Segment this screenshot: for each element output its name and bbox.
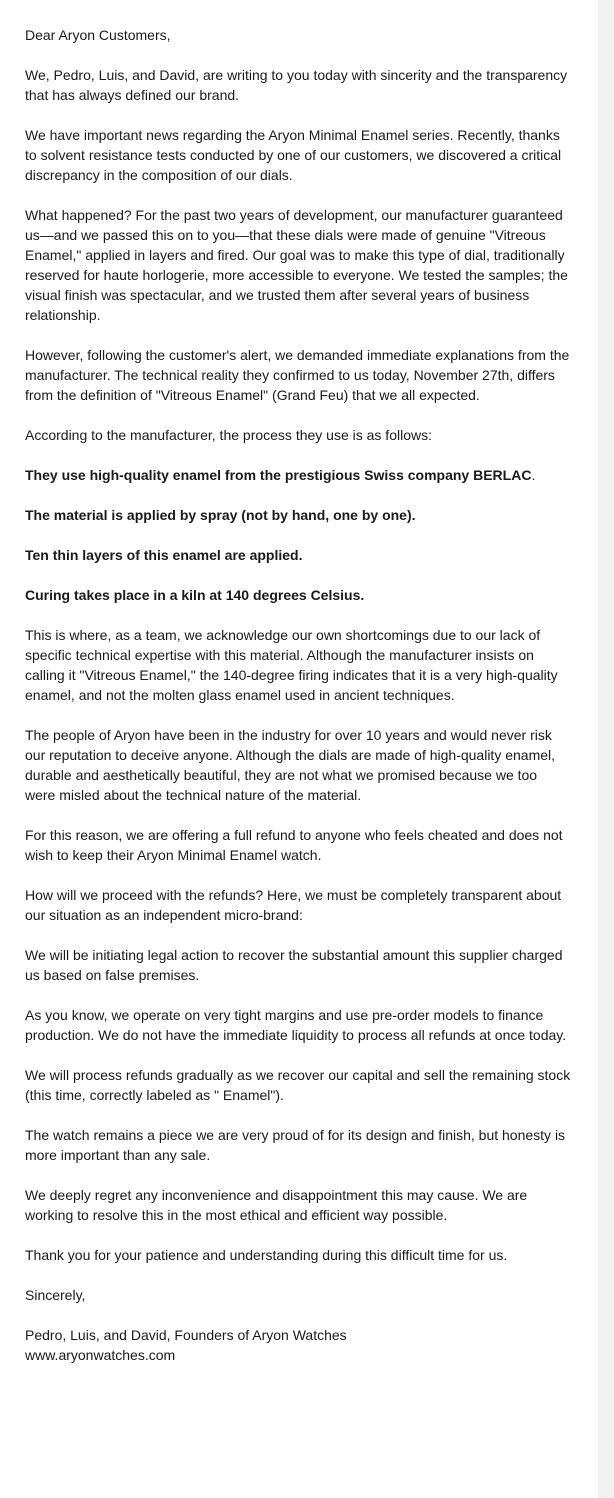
paragraph-tight-margins: As you know, we operate on very tight margins and use pre-order models to finance production. We do not have the immediate liquidity to process all refunds at once today. [25, 1007, 567, 1043]
claim-spray: The material is applied by spray (not by hand, one by one). [25, 507, 416, 523]
signature-website-url: www.aryonwatches.com [25, 1347, 176, 1363]
claim-curing: Curing takes place in a kiln at 140 degrees Celsius. [25, 587, 365, 603]
claim-berlac [25, 465, 571, 485]
paragraph-intro: We, Pedro, Luis, and David, are writing to you today with sincerity and the transparency that has always defined our brand. [25, 67, 568, 103]
paragraph-regret: We deeply regret any inconvenience and disappointment this may cause. We are working to resolve this in the most ethical and efficient way possible. [25, 1187, 528, 1223]
paragraph-news: We have important news regarding the Aryon Minimal Enamel series. Recently, thanks to solvent resistance tests conducted by one of our customers, we discovered a critical discrepancy in the composition of our dials. [25, 127, 562, 183]
paragraph-refund-process-intro: How will we proceed with the refunds? Here, we must be completely transparent about our situation as an independent micro-brand: [25, 887, 562, 923]
paragraph-what-happened: What happened? For the past two years of development, our manufacturer guaranteed us—and we passed this on to you—that these dials were made of genuine "Vitreous Enamel," applied in layers and fired. Our goal was to make this type of dial, traditionally reserved for haute horlogerie, more accessible to everyone. We tested the samples; the visual finish was spectacular, and we trusted them after several years of business relationship. [25, 207, 568, 323]
paragraph-refund-offer: For this reason, we are offering a full refund to anyone who feels cheated and does not wish to keep their Aryon Minimal Enamel watch. [25, 827, 563, 863]
paragraph-however: However, following the customer's alert, we demanded immediate explanations from the manufacturer. The technical reality they confirmed to us today, November 27th, differs from the definition of "Vitreous Enamel" (Grand Feu) that we all expected. [25, 347, 570, 403]
paragraph-watch-pride: The watch remains a piece we are very proud of for its design and finish, but honesty is more important than any sale. [25, 1127, 566, 1163]
closing: Sincerely, [25, 1287, 86, 1303]
claim-berlac-bold-text: They use high-quality enamel from the prestigious Swiss company BERLAC [25, 467, 532, 483]
claim-berlac-period: . [531, 467, 536, 483]
scrollbar-track[interactable] [598, 0, 614, 1498]
signature-founders: Pedro, Luis, and David, Founders of Aryon Watches [25, 1327, 347, 1343]
paragraph-shortcomings: This is where, as a team, we acknowledge our own shortcomings due to our lack of specific technical expertise with this material. Although the manufacturer insists on calling it "Vitreous Enamel," the 140-degree firing indicates that it is a very high-quality enamel, and not the molten glass enamel used in ancient techniques. [25, 627, 558, 703]
paragraph-legal-action: We will be initiating legal action to recover the substantial amount this supplier charged us based on false premises. [25, 947, 563, 983]
salutation: Dear Aryon Customers, [25, 27, 171, 43]
claim-layers: Ten thin layers of this enamel are applied. [25, 547, 303, 563]
paragraph-thanks: Thank you for your patience and understanding during this difficult time for us. [25, 1247, 508, 1263]
signature-block [25, 1325, 571, 1365]
paragraph-process-intro: According to the manufacturer, the process they use is as follows: [25, 427, 432, 443]
paragraph-gradual-refunds: We will process refunds gradually as we recover our capital and sell the remaining stock (this time, correctly labeled as " Enamel"). [25, 1067, 571, 1103]
paragraph-reputation: The people of Aryon have been in the industry for over 10 years and would never risk our reputation to deceive anyone. Although the dials are made of high-quality enamel, durable and aesthetically beautiful, they are not what we promised because we too were misled about the technical nature of the material. [25, 727, 556, 803]
